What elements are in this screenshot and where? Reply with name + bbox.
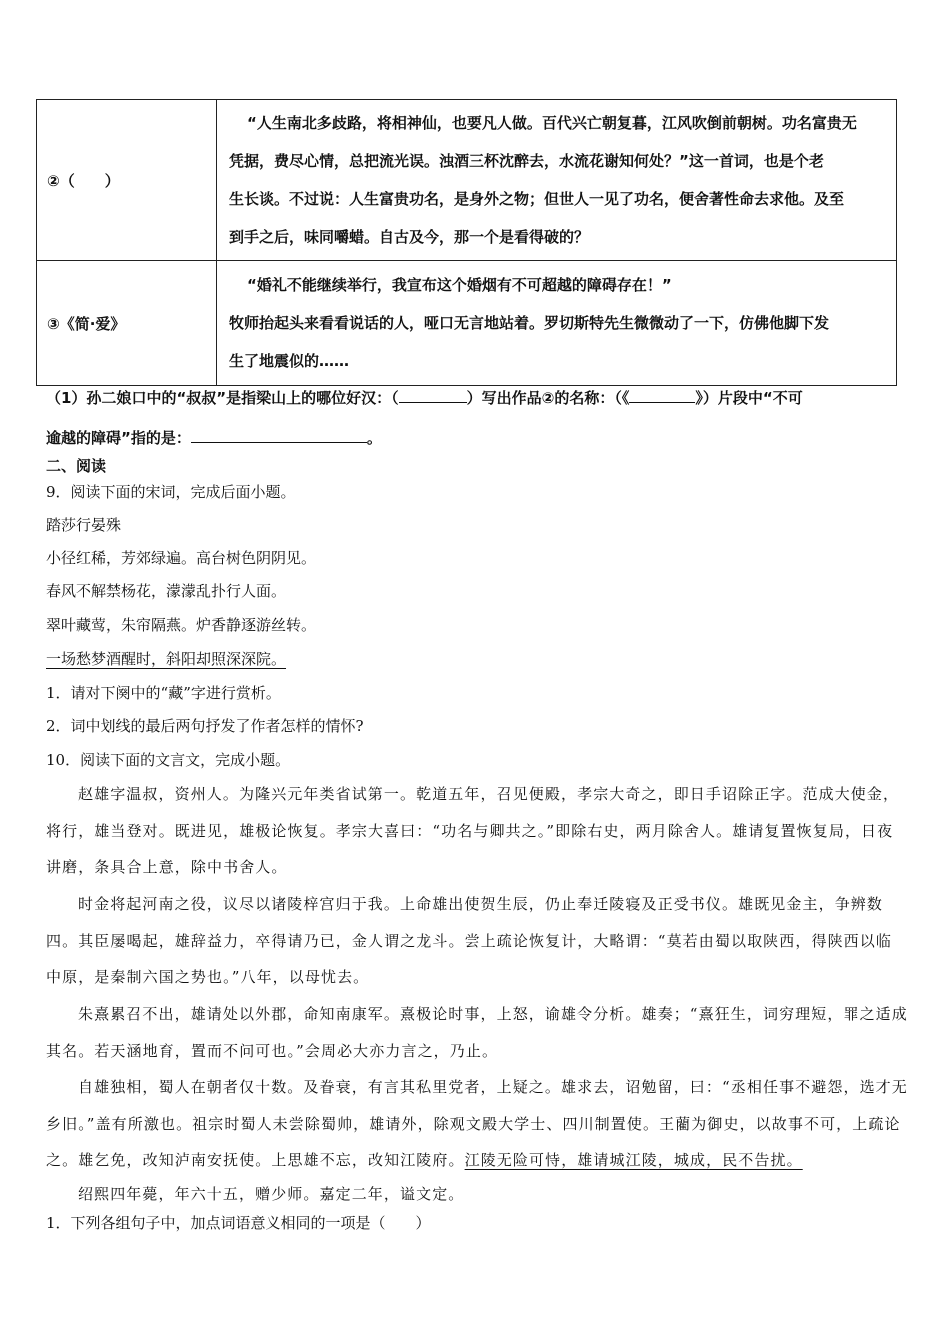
row-label: ③《简·爱》 <box>37 261 217 386</box>
classical-para-2: 时金将起河南之役，议尽以诸陵梓宫归于我。上命雄出使贺生辰，仍止奉迁陵寝及正受书仪。雄既见金主，争辨数四。其臣屡喝起，雄辞益力，卒得请乃已，金人谓之龙斗。尝上疏论恢复计，大略谓：“莫若由蜀以取陕西，得陕西以临中原，是秦制六国之势也。”八年，以母忧去。 <box>46 895 892 986</box>
poem-line: 小径红稀，芳郊绿遍。高台树色阴阴见。 <box>46 549 317 567</box>
q8-text: 逾越的障碍”指的是： <box>46 429 191 447</box>
text-line: 牧师抬起头来看看说话的人，哑口无言地站着。罗切斯特先生微微动了一下，仿佛他脚下发 <box>229 314 830 332</box>
q9-subquestion-2: 2．词中划线的最后两句抒发了作者怎样的情怀? <box>46 717 364 735</box>
para4-underlined: 江陵无险可恃，雄请城江陵，城成，民不告扰。 <box>464 1151 803 1169</box>
answer-blank[interactable] <box>399 385 467 403</box>
text-line: 生长谈。不过说：人生富贵功名，是身外之物；但世人一见了功名，便舍著性命去求他。及至 <box>229 190 845 208</box>
q8-text: （1）孙二娘口中的“叔叔”是指梁山上的哪位好汉：（ <box>46 389 399 407</box>
poem-line-underlined: 一场愁梦酒醒时，斜阳却照深深院。 <box>46 650 287 668</box>
text-line: 到手之后，味同嚼蜡。自古及今，那一个是看得破的？ <box>229 228 590 246</box>
text-line: 生了地震似的…… <box>229 352 350 370</box>
poem-line: 翠叶藏莺，朱帘隔燕。炉香静逐游丝转。 <box>46 616 317 634</box>
question-8-part1 <box>46 378 891 458</box>
table-row <box>37 261 897 386</box>
table-row <box>37 100 897 261</box>
classical-para-3: 朱熹累召不出，雄请处以外郡，命知南康军。熹极论时事，上怒，谕雄令分析。雄奏；“熹狂生，词穷理短，罪之适成其名。若天涵地育，置而不问可也。”会周必大亦力言之，乃止。 <box>46 1005 908 1060</box>
excerpt-table <box>36 99 897 386</box>
classical-para-4 <box>46 1069 908 1179</box>
q8-text: 》）片段中“不可 <box>695 389 803 407</box>
q9-intro: 9．阅读下面的宋词，完成后面小题。 <box>46 483 296 501</box>
classical-para-5: 绍熙四年薨，年六十五，赠少师。嘉定二年，谥文定。 <box>78 1185 465 1203</box>
poem-line: 春风不解禁杨花，濛濛乱扑行人面。 <box>46 582 287 600</box>
para4-text: 自雄独相，蜀人在朝者仅十数。及眷衰，有言其私里党者，上疑之。雄求去，诏勉留，曰：“丞相任事不避怨，选才无乡旧。”盖有所激也。祖宗时蜀人未尝除蜀帅，雄请外，除观文殿大学士、四川制置使。王藺为御史，以故事不可，上疏论之。雄乞免，改知泸南安抚使。上思雄不忘，改知江陵府。 <box>46 1078 908 1169</box>
row-label: ②（ ） <box>37 100 217 261</box>
text-line: “婚礼不能继续举行，我宣布这个婚烟有不可超越的障碍存在！” <box>247 276 672 294</box>
classical-para-1: 赵雄字温叔，资州人。为隆兴元年类省试第一。乾道五年，召见便殿，孝宗大奇之，即日手诏除正字。范成大使金，将行，雄当登对。既进见，雄极论恢复。孝宗大喜曰：“功名与卿共之。”即除右史，两月除舍人。雄请复置恢复局，日夜讲磨，条具合上意，除中书舍人。 <box>46 785 900 876</box>
q10-intro: 10．阅读下面的文言文，完成小题。 <box>46 751 291 769</box>
q8-text: ）写出作品②的名称：（《 <box>466 389 630 407</box>
text-line: 凭据，费尽心情，总把流光误。浊酒三杯沈醉去，水流花谢知何处？”这一首词，也是个老 <box>229 152 824 170</box>
q8-text: 。 <box>366 429 382 447</box>
answer-blank[interactable] <box>191 425 367 443</box>
q10-subquestion-1: 1．下列各组句子中，加点词语意义相同的一项是（ ） <box>46 1214 431 1232</box>
poem-title: 踏莎行晏殊 <box>46 516 122 534</box>
answer-blank[interactable] <box>629 385 695 403</box>
text-line: “人生南北多歧路，将相神仙，也要凡人做。百代兴亡朝复暮，江风吹倒前朝树。功名富贵无 <box>247 114 857 132</box>
section-heading: 二、阅读 <box>46 457 107 475</box>
q9-subquestion-1: 1．请对下阕中的“藏”字进行赏析。 <box>46 684 281 702</box>
row-text <box>217 261 897 386</box>
row-text <box>217 100 897 261</box>
